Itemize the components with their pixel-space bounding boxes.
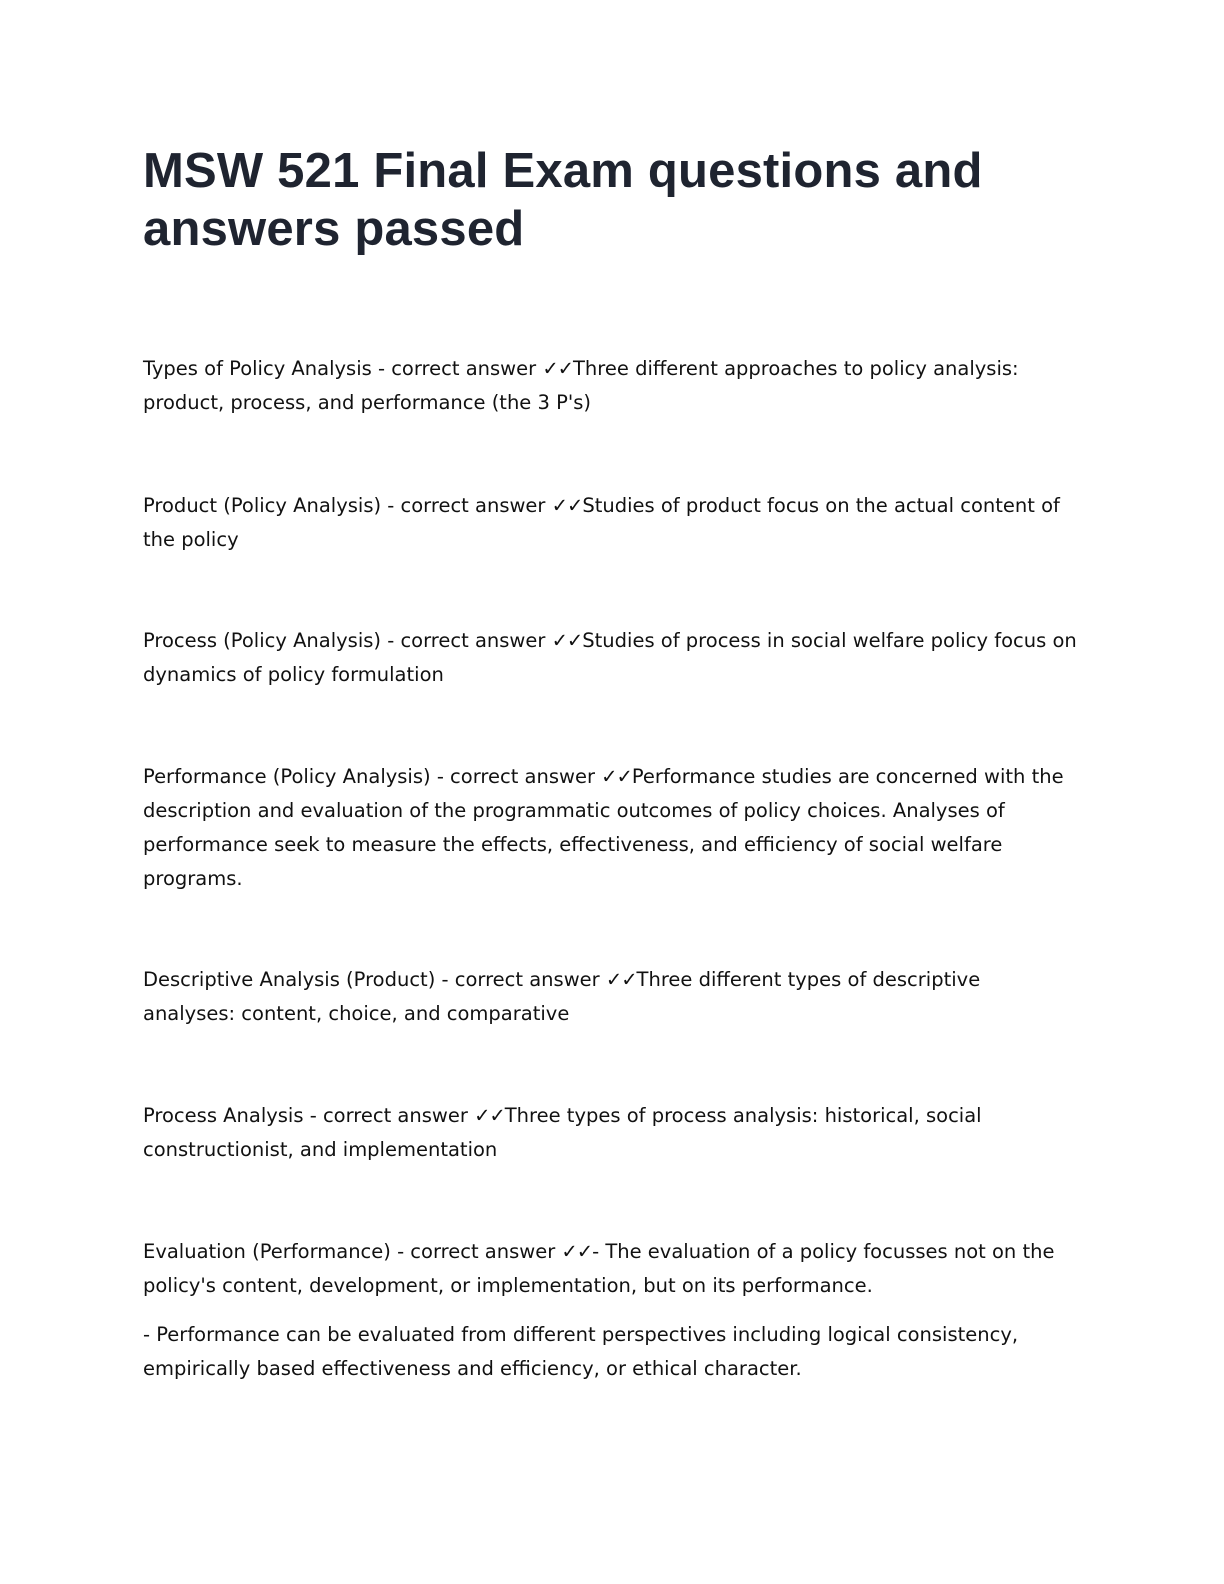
qa-text — [143, 1099, 1078, 1167]
qa-text — [143, 352, 1078, 420]
qa-answer: Three different approaches to policy analysis: product, process, and performance (the 3 P's) — [143, 357, 1019, 414]
qa-answer: - The evaluation of a policy focusses not on the policy's content, development, or implementation, but on its performance. — [143, 1240, 1055, 1297]
qa-term: Product (Policy Analysis) — [143, 494, 382, 517]
qa-text — [143, 489, 1078, 557]
qa-entry-product — [143, 489, 1078, 557]
qa-text — [143, 624, 1078, 692]
qa-answer: Three different types of descriptive analyses: content, choice, and comparative — [143, 968, 981, 1025]
qa-separator: - correct answer — [390, 1240, 562, 1263]
qa-text — [143, 1235, 1078, 1303]
qa-term: Process Analysis — [143, 1104, 304, 1127]
qa-text — [143, 760, 1078, 896]
qa-answer: Studies of product focus on the actual content of the policy — [143, 494, 1060, 551]
qa-answer-continuation: - Performance can be evaluated from different perspectives including logical consistency, empirically based effectiveness and efficiency, or ethical character. — [143, 1323, 1019, 1380]
qa-entry-evaluation — [143, 1235, 1078, 1386]
qa-term: Types of Policy Analysis — [143, 357, 372, 380]
qa-separator: - correct answer — [303, 1104, 475, 1127]
qa-separator: - correct answer — [381, 494, 552, 517]
document-title: MSW 521 Final Exam questions and answers passed — [143, 144, 983, 256]
qa-answer: Three types of process analysis: historical, social constructionist, and implementation — [143, 1104, 982, 1161]
check-mark-icon: ✓✓ — [551, 494, 583, 517]
qa-entry-performance — [143, 760, 1078, 896]
qa-answer: Performance studies are concerned with the description and evaluation of the programmatic outcomes of policy choices. Analyses of performance seek to measure the effects, effectiveness, and efficiency of social welfare programs. — [143, 765, 1064, 890]
qa-text — [143, 963, 1078, 1031]
check-mark-icon: ✓✓ — [542, 357, 574, 380]
qa-entry-process-analysis — [143, 1099, 1078, 1167]
qa-separator: - correct answer — [371, 357, 543, 380]
check-mark-icon: ✓✓ — [551, 629, 583, 652]
qa-separator: - correct answer — [381, 629, 552, 652]
check-mark-icon: ✓✓ — [474, 1104, 505, 1127]
qa-answer: Studies of process in social welfare policy focus on dynamics of policy formulation — [143, 629, 1077, 686]
check-mark-icon: ✓✓ — [605, 968, 637, 991]
qa-separator: - correct answer — [435, 968, 606, 991]
qa-term: Descriptive Analysis (Product) — [143, 968, 436, 991]
qa-term: Process (Policy Analysis) — [143, 629, 382, 652]
qa-term: Performance (Policy Analysis) — [143, 765, 431, 788]
qa-entry-descriptive-analysis — [143, 963, 1078, 1031]
check-mark-icon: ✓✓ — [561, 1240, 593, 1263]
qa-term: Evaluation (Performance) — [143, 1240, 391, 1263]
check-mark-icon: ✓✓ — [601, 765, 632, 788]
qa-entry-process — [143, 624, 1078, 692]
qa-separator: - correct answer — [430, 765, 602, 788]
qa-entry-types-of-policy-analysis — [143, 352, 1078, 420]
